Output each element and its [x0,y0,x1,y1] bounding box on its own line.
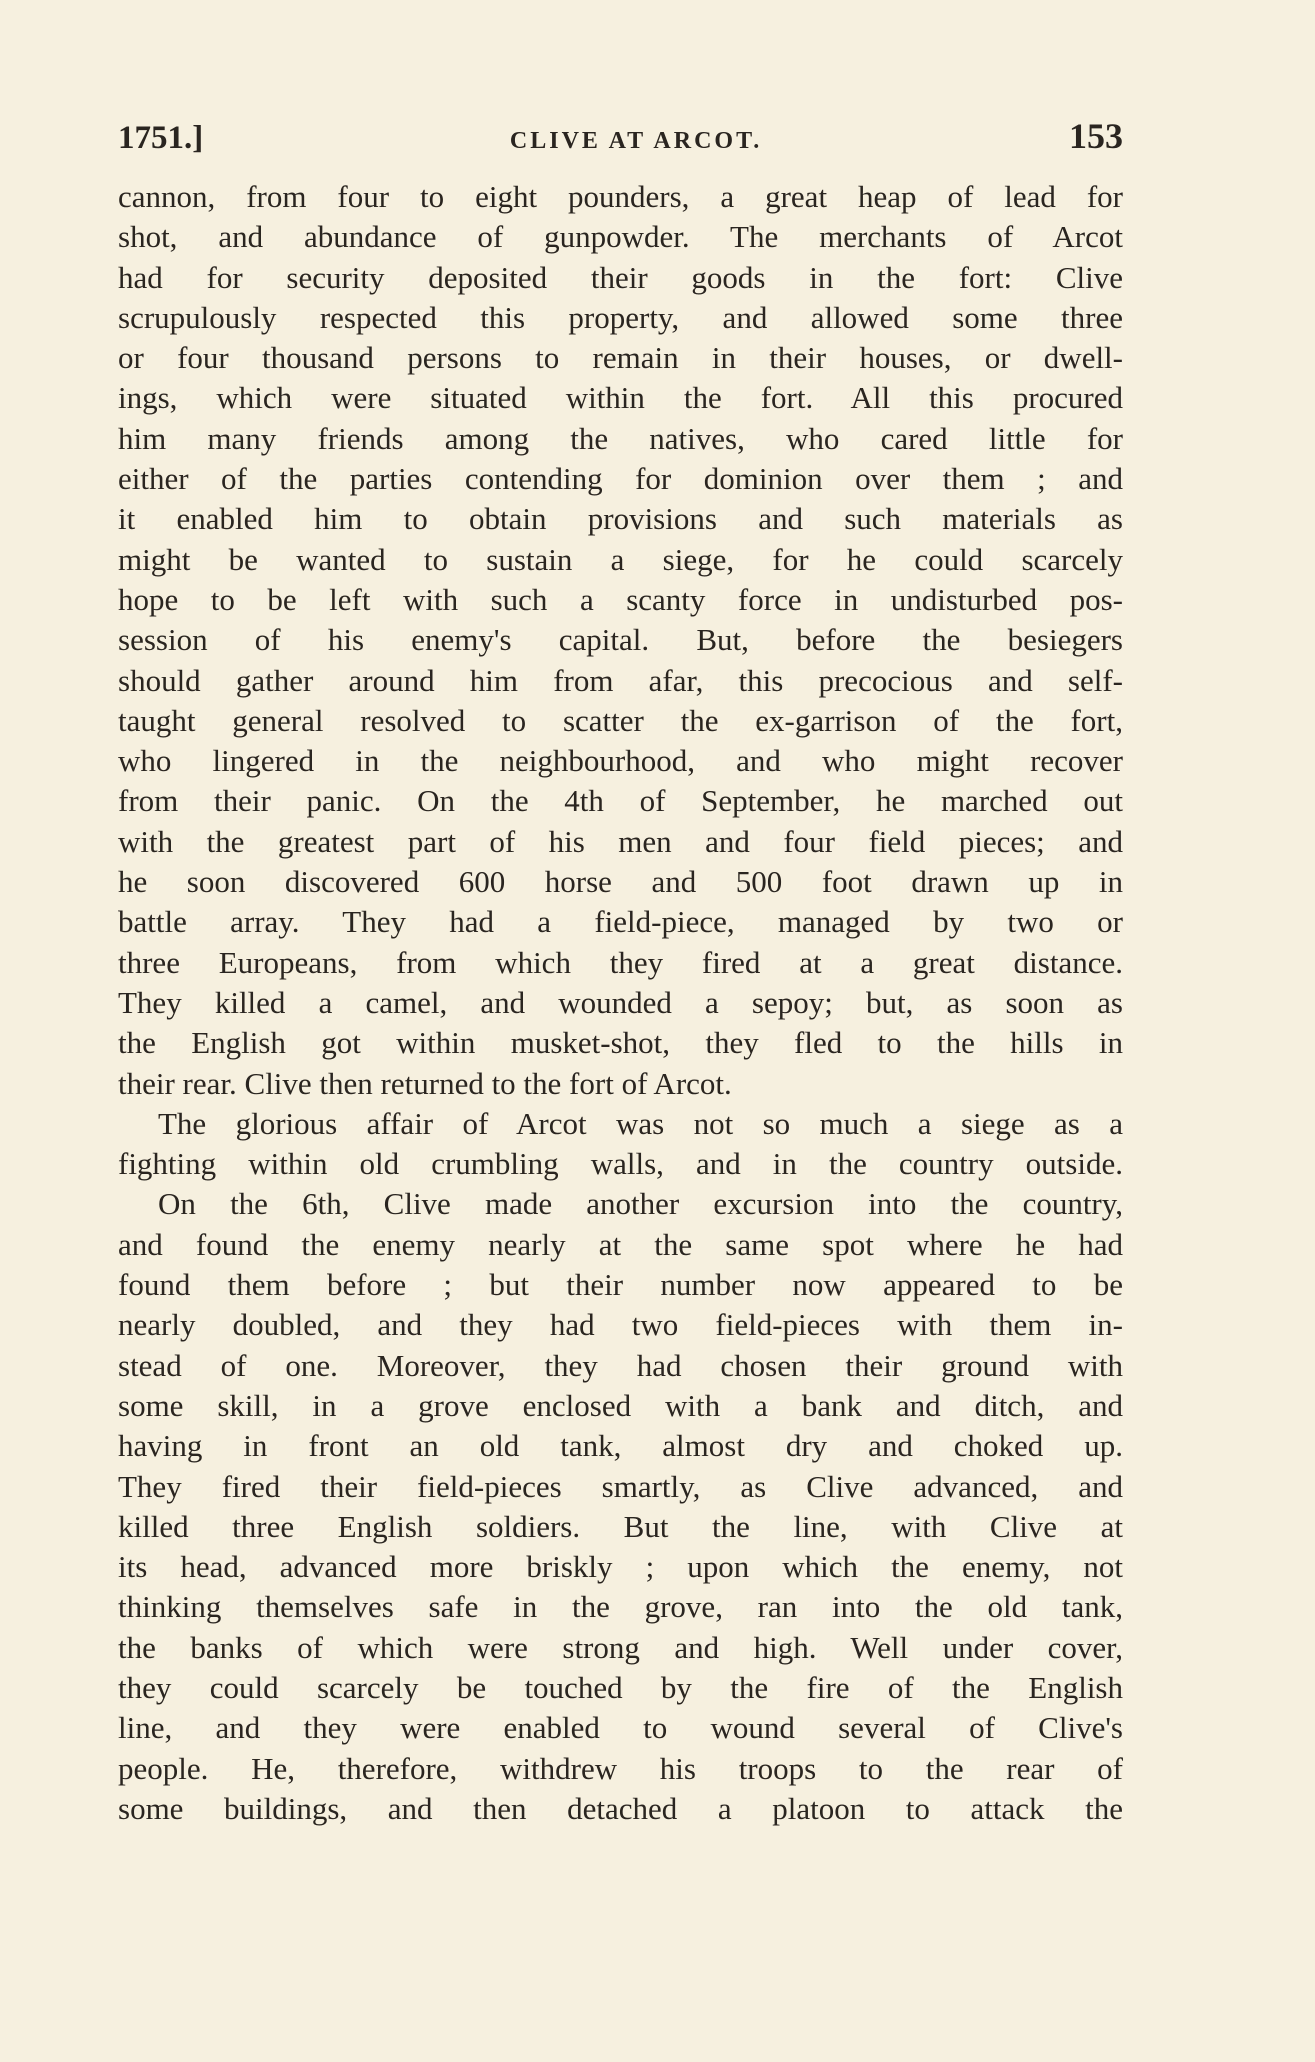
text-line: might be wanted to sustain a siege, for he could scarcely [118,541,1123,577]
text-line: the banks of which were strong and high. Well under cover, [118,1629,1123,1665]
text-line: They killed a camel, and wounded a sepoy; but, as soon as [118,984,1123,1020]
text-line: fighting within old crumbling walls, and in the country outside. [118,1146,1123,1182]
text-line: from their panic. On the 4th of September, he marched out [118,783,1123,819]
text-line: cannon, from four to eight pounders, a great heap of lead for [118,179,1123,214]
text-line: battle array. They had a field-piece, managed by two or [118,904,1123,940]
text-line: some buildings, and then detached a platoon to attack the [118,1790,1123,1826]
text-line: They fired their field-pieces smartly, as Clive advanced, and [118,1468,1123,1504]
text-line: nearly doubled, and they had two field-pieces with them in- [118,1307,1123,1343]
text-line: The glorious affair of Arcot was not so much a siege as a [158,1105,1123,1141]
text-line: people. He, therefore, withdrew his troops to the rear of [118,1750,1123,1786]
text-line: and found the enemy nearly at the same spot where he had [118,1226,1123,1262]
text-line: line, and they were enabled to wound several of Clive's [118,1710,1123,1746]
body-text [118,177,1123,1829]
text-line: shot, and abundance of gunpowder. The merchants of Arcot [118,219,1123,255]
text-line: On the 6th, Clive made another excursion into the country, [158,1186,1123,1222]
text-line: scrupulously respected this property, and allowed some three [118,299,1123,335]
text-line: having in front an old tank, almost dry and choked up. [118,1428,1123,1464]
text-line: its head, advanced more briskly ; upon which the enemy, not [118,1549,1123,1585]
text-line: taught general resolved to scatter the ex-garrison of the fort, [118,702,1123,738]
text-line: it enabled him to obtain provisions and such materials as [118,501,1123,537]
text-line: hope to be left with such a scanty force in undisturbed pos- [118,581,1123,617]
text-line: the English got within musket-shot, they fled to the hills in [118,1025,1123,1061]
text-line: he soon discovered 600 horse and 500 foot drawn up in [118,864,1123,900]
text-line: should gather around him from afar, this precocious and self- [118,662,1123,698]
text-line: stead of one. Moreover, they had chosen their ground with [118,1347,1123,1383]
book-page [118,115,1123,1829]
text-line: either of the parties contending for dominion over them ; and [118,461,1123,497]
text-line: who lingered in the neighbourhood, and who might recover [118,743,1123,779]
text-line: him many friends among the natives, who cared little for [118,420,1123,456]
text-line: three Europeans, from which they fired at a great distance. [118,944,1123,980]
text-line: some skill, in a grove enclosed with a bank and ditch, and [118,1387,1123,1423]
text-line: their rear. Clive then returned to the fort of Arcot. [118,1065,732,1101]
text-line: or four thousand persons to remain in their houses, or dwell- [118,340,1123,376]
text-line: with the greatest part of his men and four field pieces; and [118,823,1123,859]
text-line: found them before ; but their number now appeared to be [118,1267,1123,1303]
running-head-year: 1751.] [118,120,204,156]
page-number: 153 [1068,116,1123,156]
text-line: they could scarcely be touched by the fire of the English [118,1669,1123,1705]
text-line: thinking themselves safe in the grove, ran into the old tank, [118,1589,1123,1625]
running-head-title: CLIVE AT ARCOT. [509,128,763,154]
text-line: ings, which were situated within the fort. All this procured [118,380,1123,416]
text-line: had for security deposited their goods in the fort: Clive [118,259,1123,295]
text-line: killed three English soldiers. But the line, with Clive at [118,1508,1123,1544]
text-line: session of his enemy's capital. But, before the besiegers [118,622,1123,658]
running-head [118,115,1123,167]
